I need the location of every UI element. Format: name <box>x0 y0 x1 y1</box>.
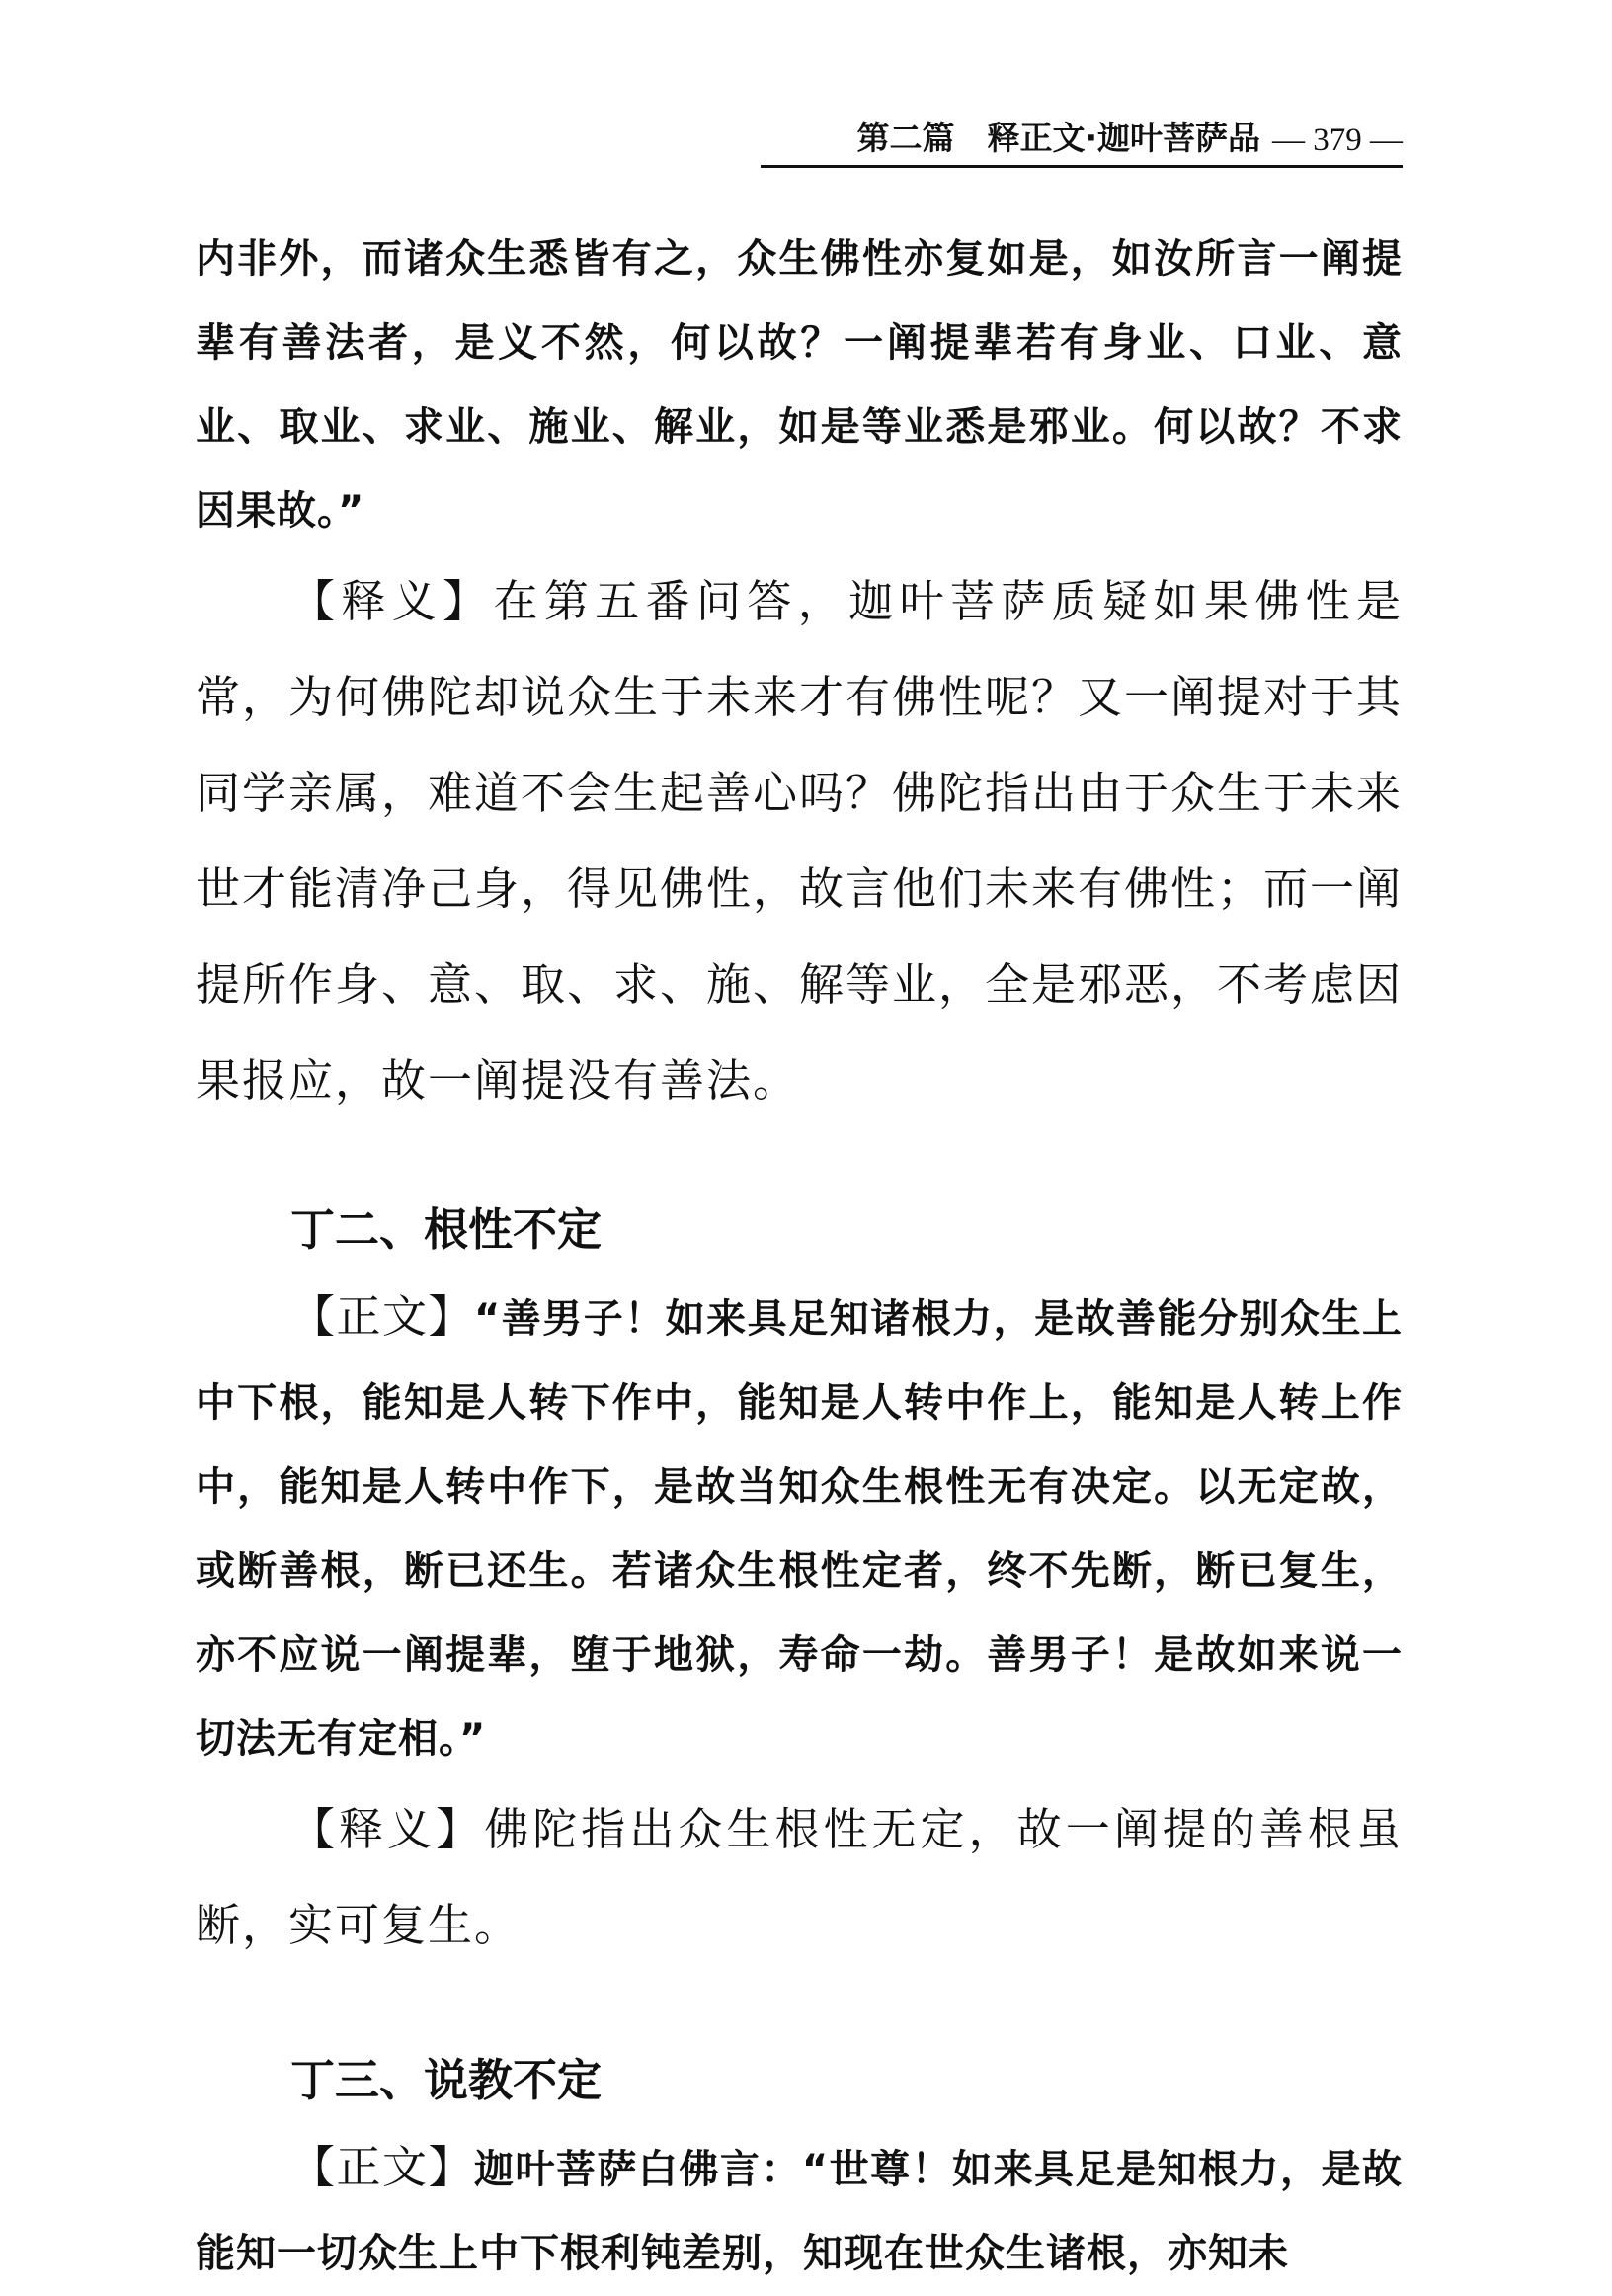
commentary-paragraph <box>196 553 1403 1128</box>
commentary-marker: 【释义】 <box>290 575 494 627</box>
commentary-text: 在第五番问答，迦叶菩萨质疑如果佛性是常，为何佛陀却说众生于未来才有佛性呢？又一阐提对于其同学亲属，难道不会生起善心吗？佛陀指出由于众生于未来世才能清净己身，得见佛性，故言他们未来有佛性；而一阐提所作身、意、取、求、施、解等业，全是邪恶，不考虑因果报应，故一阐提没有善法。 <box>196 575 1404 1107</box>
section-heading: 丁二、根性不定 <box>290 1203 603 1256</box>
section-heading: 丁三、说教不定 <box>290 2054 603 2106</box>
page-body <box>196 217 1403 2296</box>
sutra-paragraph-continued: 内非外，而诸众生悉皆有之，众生佛性亦复如是，如汝所言一阐提辈有善法者，是义不然，何以故？一阐提辈若有身业、口业、意业、取业、求业、施业、解业，如是等业悉是邪业。何以故？不求因果故。” <box>196 236 1403 533</box>
commentary-paragraph <box>196 1781 1403 1973</box>
sutra-marker: 【正文】 <box>290 2141 474 2193</box>
commentary-text: 佛陀指出众生根性无定，故一阐提的善根虽断，实可复生。 <box>196 1803 1403 1951</box>
running-title: 第二篇 释正文·迦叶菩萨品 <box>856 119 1260 157</box>
sutra-paragraph <box>196 1274 1403 1781</box>
commentary-marker: 【释义】 <box>290 1803 485 1855</box>
sutra-marker: 【正文】 <box>290 1290 474 1343</box>
sutra-text: 迦叶菩萨白佛言：“世尊！如来具足是知根力，是故能知一切众生上中下根利钝差别，知现在世众生诸根，亦知未 <box>196 2147 1403 2276</box>
sutra-paragraph <box>196 2125 1403 2296</box>
running-header <box>761 117 1403 168</box>
page-number: — 379 — <box>1272 123 1403 158</box>
sutra-text: “善男子！如来具足知诸根力，是故善能分别众生上中下根，能知是人转下作中，能知是人转中作上，能知是人转上作中，能知是人转中作下，是故当知众生根性无有决定。以无定故，或断善根，断已还生。若诸众生根性定者，终不先断，断已复生，亦不应说一阐提辈，堕于地狱，寿命一劫。善男子！是故如来说一切法无有定相。” <box>196 1296 1403 1762</box>
